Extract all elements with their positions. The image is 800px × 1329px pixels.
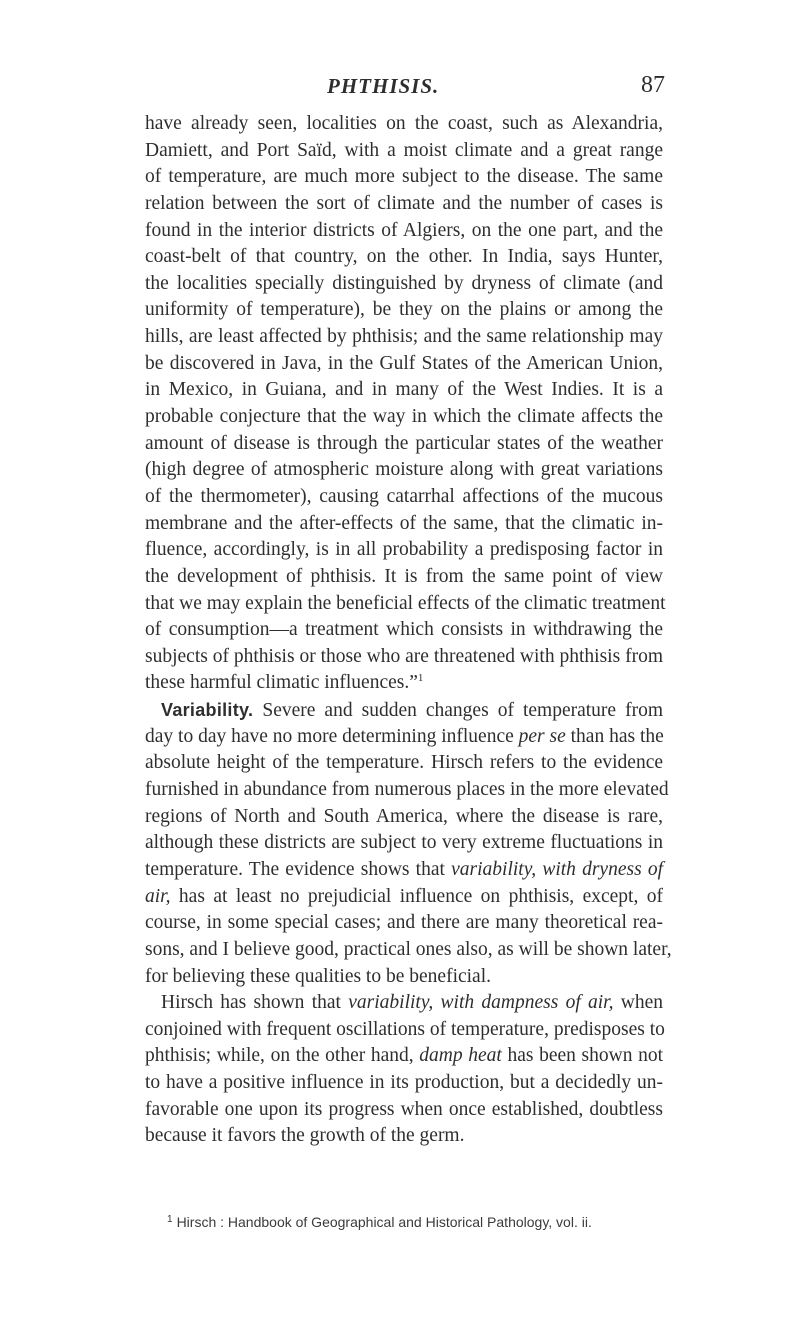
text-line: be discovered in Java, in the Gulf States of the American Union, xyxy=(145,352,663,374)
text-line: furnished in abundance from numerous places in the more elevated xyxy=(145,779,669,801)
page-number: 87 xyxy=(641,72,665,98)
text-line xyxy=(145,884,663,911)
italic-phrase: damp heat xyxy=(419,1045,502,1067)
running-title: PHTHISIS. xyxy=(327,74,440,98)
line-text: Severe and sudden changes of temperature from xyxy=(262,700,664,722)
text-line: have already seen, localities on the coast, such as Alexandria, xyxy=(145,113,663,134)
line-text: temperature. The evidence shows that xyxy=(145,858,445,880)
italic-phrase: air, xyxy=(145,885,171,907)
text-line: because it favors the growth of the germ. xyxy=(145,1125,465,1147)
italic-phrase: variability, with dryness of xyxy=(451,858,663,880)
body-text xyxy=(145,111,672,1150)
text-line: of the thermometer), causing catarrhal affections of the mucous xyxy=(145,485,663,507)
text-line: that we may explain the beneficial effects of the climatic treatment xyxy=(145,592,666,614)
text-line xyxy=(145,697,663,724)
line-text: has been shown not xyxy=(507,1045,664,1067)
text-line xyxy=(145,990,663,1017)
text-line: the localities specially distinguished by dryness of climate (and xyxy=(145,272,663,294)
line-text: has at least no prejudicial influence on phthisis, except, of xyxy=(178,885,664,907)
footnote xyxy=(167,1214,592,1230)
line-text: these harmful climatic influences.” xyxy=(145,672,418,694)
text-line: found in the interior districts of Algiers, on the one part, and the xyxy=(145,219,663,241)
text-line: to have a positive influence in its production, but a decidedly un- xyxy=(145,1072,663,1094)
text-line: amount of disease is through the particular states of the weather xyxy=(145,432,663,454)
text-line: the development of phthisis. It is from the same point of view xyxy=(145,565,663,587)
paragraph-1 xyxy=(145,111,666,697)
text-line: sons, and I believe good, practical ones also, as will be shown later, xyxy=(145,938,672,960)
text-line xyxy=(145,857,663,884)
line-text: than has the xyxy=(570,725,664,747)
text-line: in Mexico, in Guiana, and in many of the West Indies. It is a xyxy=(145,379,663,401)
text-line: coast-belt of that country, on the other. In India, says Hunter, xyxy=(145,246,663,268)
text-line: of consumption—a treatment which consists in withdrawing the xyxy=(145,619,663,641)
text-line: of temperature, are much more subject to the disease. The same xyxy=(145,166,663,188)
text-line xyxy=(145,1043,663,1070)
footnote-reference[interactable]: 1 xyxy=(417,672,424,685)
paragraph-3 xyxy=(145,990,663,1150)
text-line: membrane and the after-effects of the same, that the climatic in- xyxy=(145,512,663,534)
text-line: fluence, accordingly, is in all probability a predisposing factor in xyxy=(145,539,663,561)
text-line: hills, are least affected by phthisis; and the same relationship may xyxy=(145,326,663,348)
footnote-text: Hirsch : Handbook of Geographical and Historical Pathology, vol. ii. xyxy=(176,1214,592,1230)
footnote-marker: 1 xyxy=(167,1214,173,1225)
text-line: favorable one upon its progress when once established, doubtless xyxy=(145,1098,663,1120)
section-sidehead: Variability. xyxy=(161,700,254,721)
line-text: Hirsch has shown that xyxy=(161,992,341,1014)
text-line: subjects of phthisis or those who are threatened with phthisis from xyxy=(145,645,663,667)
line-text: day to day have no more determining influence xyxy=(145,725,514,747)
italic-phrase: per se xyxy=(518,725,566,747)
running-head xyxy=(0,74,800,104)
text-line: relation between the sort of climate and the number of cases is xyxy=(145,192,663,214)
line-text: phthisis; while, on the other hand, xyxy=(145,1045,414,1067)
line-text: when xyxy=(620,992,664,1014)
text-line xyxy=(145,724,663,751)
text-line: absolute height of the temperature. Hirsch refers to the evidence xyxy=(145,752,663,774)
text-line: probable conjecture that the way in which the climate affects the xyxy=(145,406,663,428)
text-line xyxy=(145,670,663,697)
text-line: conjoined with frequent oscillations of temperature, predisposes to xyxy=(145,1018,665,1040)
text-line: uniformity of temperature), be they on the plains or among the xyxy=(145,299,663,321)
paragraph-2 xyxy=(145,697,672,990)
text-line: for believing these qualities to be beneficial. xyxy=(145,965,492,987)
text-line: regions of North and South America, where the disease is rare, xyxy=(145,805,663,827)
text-line: Damiett, and Port Saïd, with a moist climate and a great range xyxy=(145,139,663,161)
text-line: course, in some special cases; and there are many theoretical rea- xyxy=(145,912,663,934)
italic-phrase: variability, with dampness of air, xyxy=(348,992,614,1014)
text-line: (high degree of atmospheric moisture along with great variations xyxy=(145,459,663,481)
text-line: although these districts are subject to very extreme fluctuations in xyxy=(145,832,663,854)
